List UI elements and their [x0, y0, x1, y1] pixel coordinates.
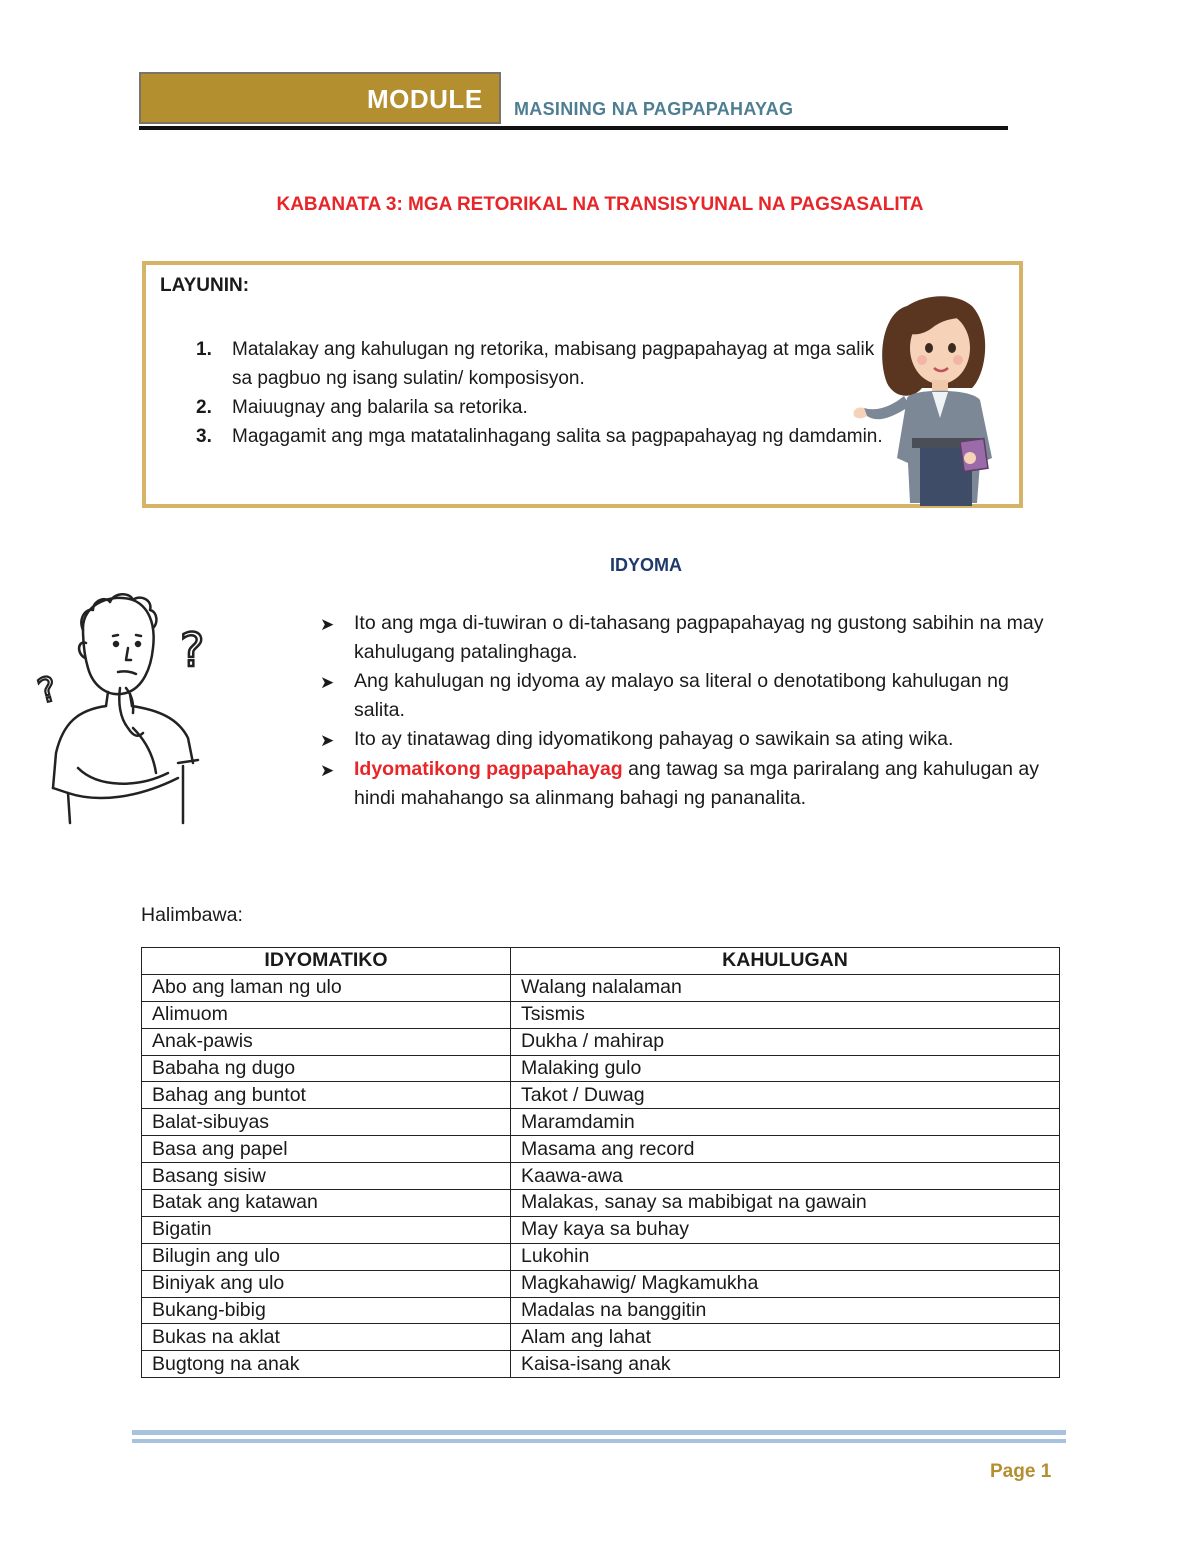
- arrow-bullet-icon: ➤: [320, 761, 335, 780]
- footer-divider: [132, 1430, 1066, 1435]
- meaning-cell: May kaya sa buhay: [511, 1216, 1060, 1243]
- table-row: [142, 1216, 1060, 1243]
- meaning-cell: Masama ang record: [511, 1136, 1060, 1163]
- teacher-illustration: [852, 288, 1022, 506]
- table-row: [142, 1136, 1060, 1163]
- table-row: [142, 1324, 1060, 1351]
- table-row: [142, 1163, 1060, 1190]
- table-row: [142, 1243, 1060, 1270]
- meaning-cell: Maramdamin: [511, 1109, 1060, 1136]
- module-label: MODULE: [367, 84, 483, 114]
- objective-text: Magagamit ang mga matatalinhagang salita sa pagpapahayag ng damdamin.: [232, 426, 883, 447]
- objective-number: 2.: [196, 397, 212, 418]
- chapter-title: KABANATA 3: MGA RETORIKAL NA TRANSISYUNAL NA PAGSASALITA: [276, 194, 924, 215]
- idiom-cell: Bilugin ang ulo: [142, 1243, 511, 1270]
- arrow-bullet-icon: ➤: [320, 615, 335, 634]
- idiom-cell: Basang sisiw: [142, 1163, 511, 1190]
- table-row: [142, 1082, 1060, 1109]
- footer-divider: [132, 1439, 1066, 1443]
- meaning-cell: Magkahawig/ Magkamukha: [511, 1270, 1060, 1297]
- objective-item: [196, 393, 896, 422]
- meaning-cell: Walang nalalaman: [511, 974, 1060, 1001]
- section-title-idyoma: IDYOMA: [610, 555, 682, 575]
- objectives-list: [196, 335, 896, 451]
- meaning-cell: Madalas na banggitin: [511, 1297, 1060, 1324]
- thinking-boy-illustration: [33, 588, 228, 828]
- table-header-row: [142, 948, 1060, 975]
- objective-item: [196, 422, 896, 451]
- meaning-cell: Kaisa-isang anak: [511, 1351, 1060, 1378]
- idiom-cell: Bugtong na anak: [142, 1351, 511, 1378]
- bullet-item: [320, 725, 1060, 755]
- idiom-cell: Babaha ng dugo: [142, 1055, 511, 1082]
- idiom-cell: Biniyak ang ulo: [142, 1270, 511, 1297]
- idiom-cell: Anak-pawis: [142, 1028, 511, 1055]
- svg-text:?: ?: [180, 623, 205, 677]
- meaning-cell: Dukha / mahirap: [511, 1028, 1060, 1055]
- idiom-cell: Bahag ang buntot: [142, 1082, 511, 1109]
- bullet-body: Ito ang mga di-tuwiran o di-tahasang pagpapahayag ng gustong sabihin na may kahulugang patalinghaga.: [354, 612, 1044, 663]
- idioms-table-container: [141, 947, 1059, 1378]
- bullet-text: [354, 755, 1060, 813]
- module-subtitle: MASINING NA PAGPAPAHAYAG: [514, 99, 794, 119]
- idioms-table: [141, 947, 1060, 1378]
- bullet-item: [320, 667, 1060, 725]
- bullet-emphasis: Idyomatikong pagpapahayag: [354, 758, 623, 780]
- objective-text: Maiuugnay ang balarila sa retorika.: [232, 397, 528, 418]
- table-row: [142, 1190, 1060, 1217]
- idiom-cell: Basa ang papel: [142, 1136, 511, 1163]
- bullet-body: Ang kahulugan ng idyoma ay malayo sa literal o denotatibong kahulugan ng salita.: [354, 670, 1009, 721]
- meaning-cell: Malaking gulo: [511, 1055, 1060, 1082]
- arrow-bullet-icon: ➤: [320, 731, 335, 750]
- table-row: [142, 1001, 1060, 1028]
- meaning-cell: Tsismis: [511, 1001, 1060, 1028]
- table-row: [142, 1270, 1060, 1297]
- svg-text:?: ?: [33, 668, 62, 713]
- header-divider: [139, 126, 1008, 130]
- table-row: [142, 1109, 1060, 1136]
- arrow-bullet-icon: ➤: [320, 673, 335, 692]
- objective-number: 3.: [196, 426, 212, 447]
- bullet-item: [320, 609, 1060, 667]
- table-row: [142, 974, 1060, 1001]
- bullet-text: [354, 609, 1060, 667]
- column-header-kahulugan: KAHULUGAN: [511, 948, 1060, 975]
- table-row: [142, 1351, 1060, 1378]
- table-row: [142, 1055, 1060, 1082]
- example-label: Halimbawa:: [141, 904, 243, 926]
- bullet-item: [320, 755, 1060, 813]
- idiom-cell: Bukang-bibig: [142, 1297, 511, 1324]
- table-row: [142, 1028, 1060, 1055]
- objective-number: 1.: [196, 339, 212, 360]
- column-header-idyomatiko: IDYOMATIKO: [142, 948, 511, 975]
- idiom-cell: Batak ang katawan: [142, 1190, 511, 1217]
- page-number: Page 1: [990, 1461, 1052, 1482]
- meaning-cell: Alam ang lahat: [511, 1324, 1060, 1351]
- idyoma-bullet-list: [320, 609, 1060, 813]
- meaning-cell: Lukohin: [511, 1243, 1060, 1270]
- table-row: [142, 1297, 1060, 1324]
- objective-item: [196, 335, 896, 393]
- idiom-cell: Bigatin: [142, 1216, 511, 1243]
- idiom-cell: Bukas na aklat: [142, 1324, 511, 1351]
- meaning-cell: Takot / Duwag: [511, 1082, 1060, 1109]
- bullet-text: [354, 667, 1060, 725]
- idiom-cell: Balat-sibuyas: [142, 1109, 511, 1136]
- bullet-body: ang tawag sa mga pariralang ang kahulugan ay hindi mahahango sa alinmang bahagi ng pananalita.: [354, 758, 1040, 809]
- objective-text: Matalakay ang kahulugan ng retorika, mabisang pagpapahayag at mga salik sa pagbuo ng isang sulatin/ komposisyon.: [232, 339, 875, 389]
- bullet-text: [354, 725, 953, 755]
- bullet-body: Ito ay tinatawag ding idyomatikong pahayag o sawikain sa ating wika.: [354, 728, 954, 750]
- idiom-cell: Abo ang laman ng ulo: [142, 974, 511, 1001]
- meaning-cell: Kaawa-awa: [511, 1163, 1060, 1190]
- idiom-cell: Alimuom: [142, 1001, 511, 1028]
- objectives-heading: LAYUNIN:: [160, 275, 250, 296]
- meaning-cell: Malakas, sanay sa mabibigat na gawain: [511, 1190, 1060, 1217]
